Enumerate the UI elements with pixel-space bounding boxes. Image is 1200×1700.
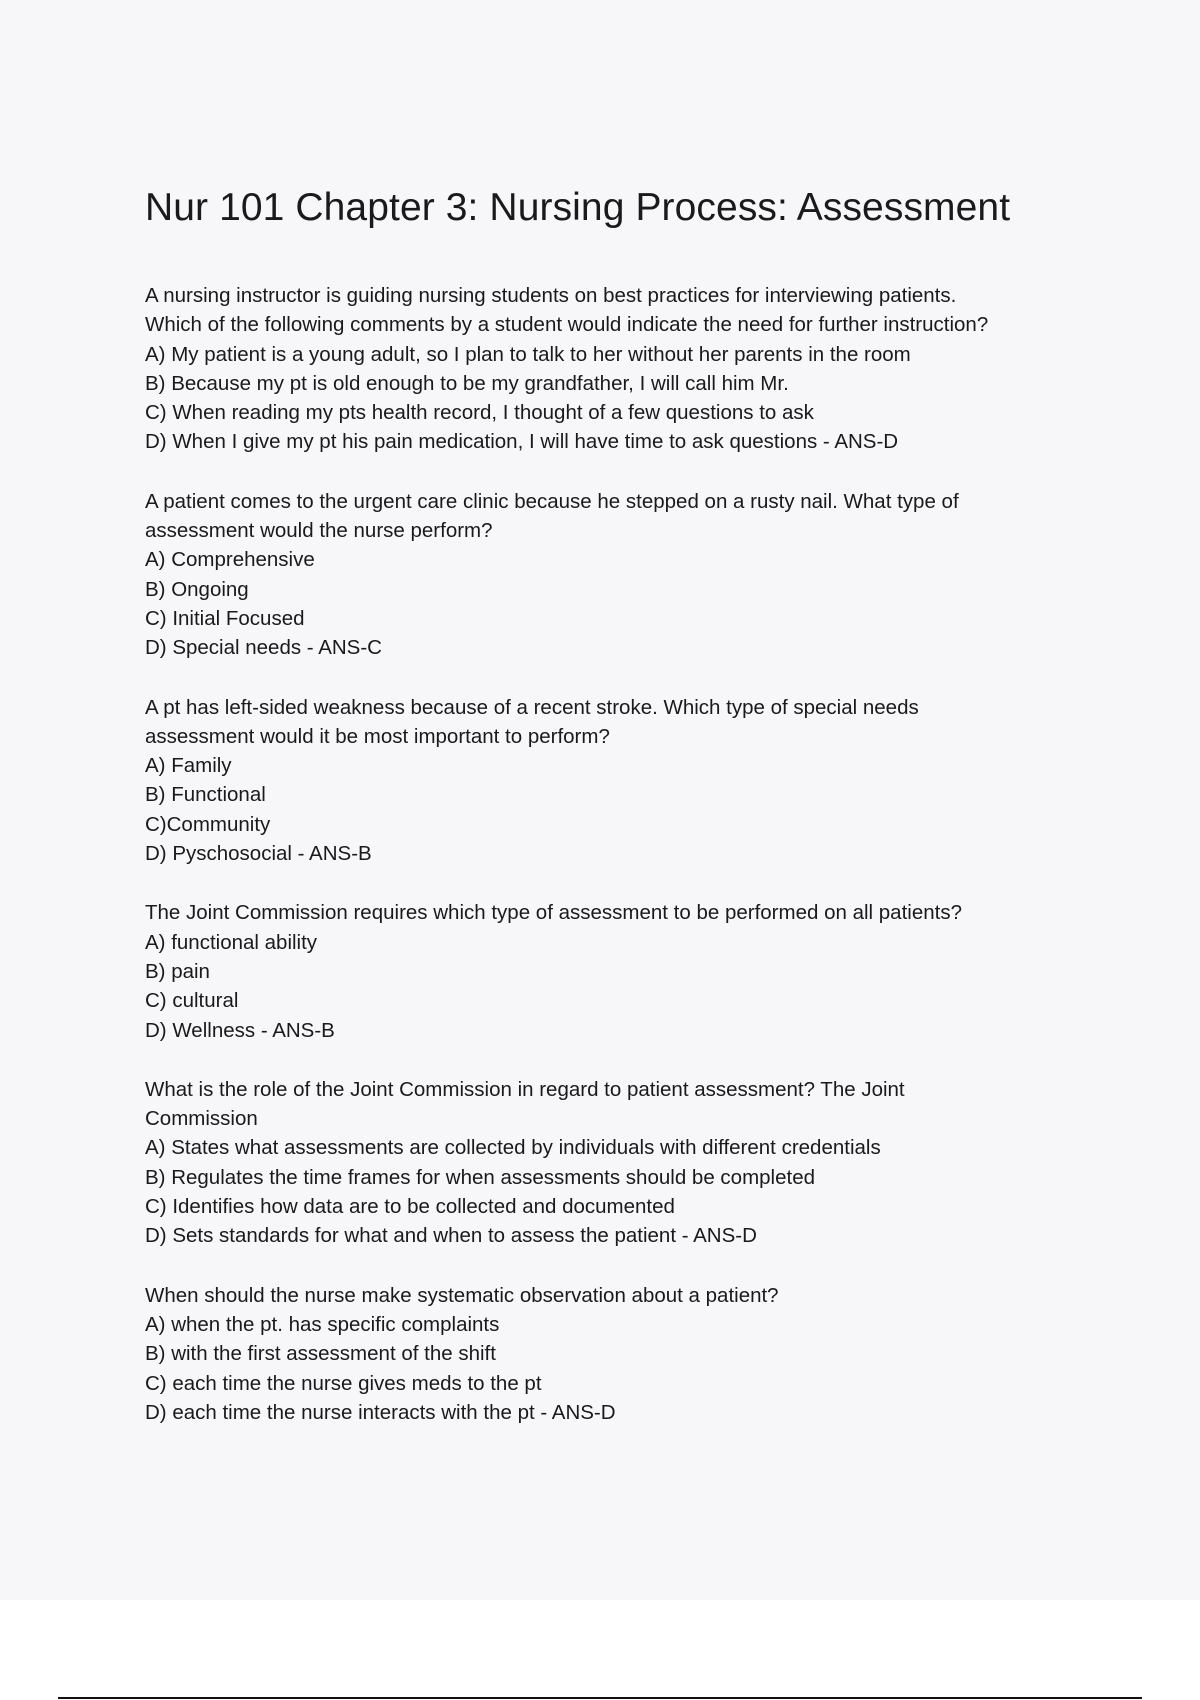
page-title: Nur 101 Chapter 3: Nursing Process: Assessment [145, 186, 1011, 229]
question-6-option-c: C) each time the nurse gives meds to the pt [145, 1371, 542, 1395]
question-6-stem-line-1: When should the nurse make systematic observation about a patient? [145, 1283, 779, 1307]
question-1-option-a: A) My patient is a young adult, so I plan to talk to her without her parents in the room [145, 342, 911, 366]
question-1-stem-line-2: Which of the following comments by a student would indicate the need for further instruction? [145, 313, 989, 337]
question-6-option-a: A) when the pt. has specific complaints [145, 1312, 500, 1336]
question-block-3 [145, 693, 1105, 869]
question-2-option-b: B) Ongoing [145, 577, 249, 601]
question-2-stem-line-2: assessment would the nurse perform? [145, 519, 493, 543]
question-2-option-d: D) Special needs - ANS-C [145, 636, 382, 660]
question-2-stem-line-1: A patient comes to the urgent care clinic because he stepped on a rusty nail. What type of [145, 489, 959, 513]
question-block-5 [145, 1075, 1105, 1251]
question-1-option-d: D) When I give my pt his pain medication, I will have time to ask questions - ANS-D [145, 430, 899, 454]
question-4-stem-line-1: The Joint Commission requires which type of assessment to be performed on all patients? [145, 901, 962, 925]
question-5-stem-line-2: Commission [145, 1107, 258, 1131]
question-5-option-d: D) Sets standards for what and when to assess the patient - ANS-D [145, 1224, 757, 1248]
question-5-option-a: A) States what assessments are collected by individuals with different credentials [145, 1136, 881, 1160]
question-3-option-d: D) Pyschosocial - ANS-B [145, 842, 372, 866]
question-6-option-b: B) with the first assessment of the shift [145, 1342, 496, 1366]
question-6-option-d: D) each time the nurse interacts with the pt - ANS-D [145, 1400, 616, 1424]
question-block-2 [145, 487, 1105, 663]
question-4-option-a: A) functional ability [145, 930, 318, 954]
document-content [145, 180, 1105, 1457]
question-4-option-b: B) pain [145, 959, 210, 983]
question-5-option-b: B) Regulates the time frames for when assessments should be completed [145, 1165, 815, 1189]
question-block-6 [145, 1281, 1105, 1427]
question-1-option-c: C) When reading my pts health record, I thought of a few questions to ask [145, 401, 814, 425]
question-2-option-c: C) Initial Focused [145, 606, 305, 630]
question-1-stem-line-1: A nursing instructor is guiding nursing students on best practices for interviewing patients. [145, 284, 957, 307]
question-5-stem-line-1: What is the role of the Joint Commission in regard to patient assessment? The Joint [145, 1077, 905, 1101]
question-3-option-a: A) Family [145, 754, 232, 778]
question-3-stem-line-1: A pt has left-sided weakness because of a recent stroke. Which type of special needs [145, 695, 919, 719]
question-4-option-c: C) cultural [145, 989, 239, 1013]
question-1-option-b: B) Because my pt is old enough to be my grandfather, I will call him Mr. [145, 371, 789, 395]
question-block-4 [145, 898, 1105, 1044]
question-3-stem-line-2: assessment would it be most important to perform? [145, 724, 610, 748]
question-2-option-a: A) Comprehensive [145, 548, 315, 572]
question-block-1 [145, 281, 1105, 457]
question-3-option-c: C)Community [145, 812, 271, 836]
question-5-option-c: C) Identifies how data are to be collected and documented [145, 1195, 675, 1219]
question-4-option-d: D) Wellness - ANS-B [145, 1018, 335, 1042]
question-3-option-b: B) Functional [145, 783, 266, 807]
footer-divider [58, 1697, 1142, 1699]
